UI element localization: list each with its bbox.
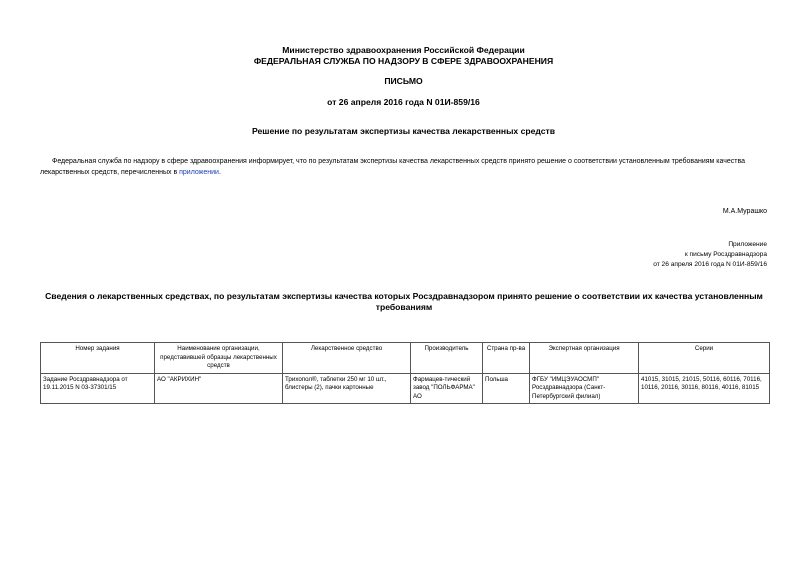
appendix-line-1: Приложение [728,241,767,248]
appendix-link[interactable]: приложении [179,169,219,176]
document-subject: Решение по результатам экспертизы качества лекарственных средств [251,126,556,136]
letter-body-end: . [218,169,221,176]
cell-organization: АО "АКРИХИН" [155,373,283,404]
appendix-reference [653,240,767,270]
ministry-name: Министерство здравоохранения Российской Федерации [282,45,525,55]
document-date-number: от 26 апреля 2016 года N 01И-859/16 [327,97,480,107]
cell-country: Польша [483,373,530,404]
header-country: Страна пр-ва [483,343,530,374]
letter-body [40,156,770,178]
section-title: Сведения о лекарственных средствах, по результатам экспертизы качества которых Росздравнадзором принято решение о соответствии их качества установленным требованиям [45,291,763,312]
appendix-line-2: к письму Росздравнадзора [684,251,767,258]
cell-series: 41015, 31015, 21015, 50116, 60116, 70116, 10116, 20116, 30116, 80116, 40116, 81015 [639,373,770,404]
table-row [41,373,770,404]
header-medicine: Лекарственное средство [283,343,411,374]
cell-medicine: Трихопол®, таблетки 250 мг 10 шт., блистеры (2), пачки картонные [283,373,411,404]
header-expert-organization: Экспертная организация [530,343,639,374]
header-manufacturer: Производитель [411,343,483,374]
cell-expert-organization: ФГБУ "ИМЦЭУАОСМП" Росздравнадзора (Санкт-Петербургский филиал) [530,373,639,404]
cell-manufacturer: Фармацев-тический завод "ПОЛЬФАРМА" АО [411,373,483,404]
letter-body-text: Федеральная служба по надзору в сфере здравоохранения информирует, что по результатам экспертизы качества лекарственных средств принято решение о соответствии установленным требованиям качества лекарственных средств, перечисленных в [40,158,746,176]
medicines-table [40,342,770,404]
signature: М.А.Мурашко [722,208,767,215]
document-type: ПИСЬМО [384,76,423,86]
table-header-row [41,343,770,374]
appendix-line-3: от 26 апреля 2016 года N 01И-859/16 [653,261,767,268]
header-task-number: Номер задания [41,343,155,374]
header-series: Серии [639,343,770,374]
cell-task-number: Задание Росздравнадзора от 19.11.2015 N 03-37301/15 [41,373,155,404]
header-organization: Наименование организации, представившей образцы лекарственных средств [155,343,283,374]
service-name: ФЕДЕРАЛЬНАЯ СЛУЖБА ПО НАДЗОРУ В СФЕРЕ ЗДРАВООХРАНЕНИЯ [253,56,554,66]
